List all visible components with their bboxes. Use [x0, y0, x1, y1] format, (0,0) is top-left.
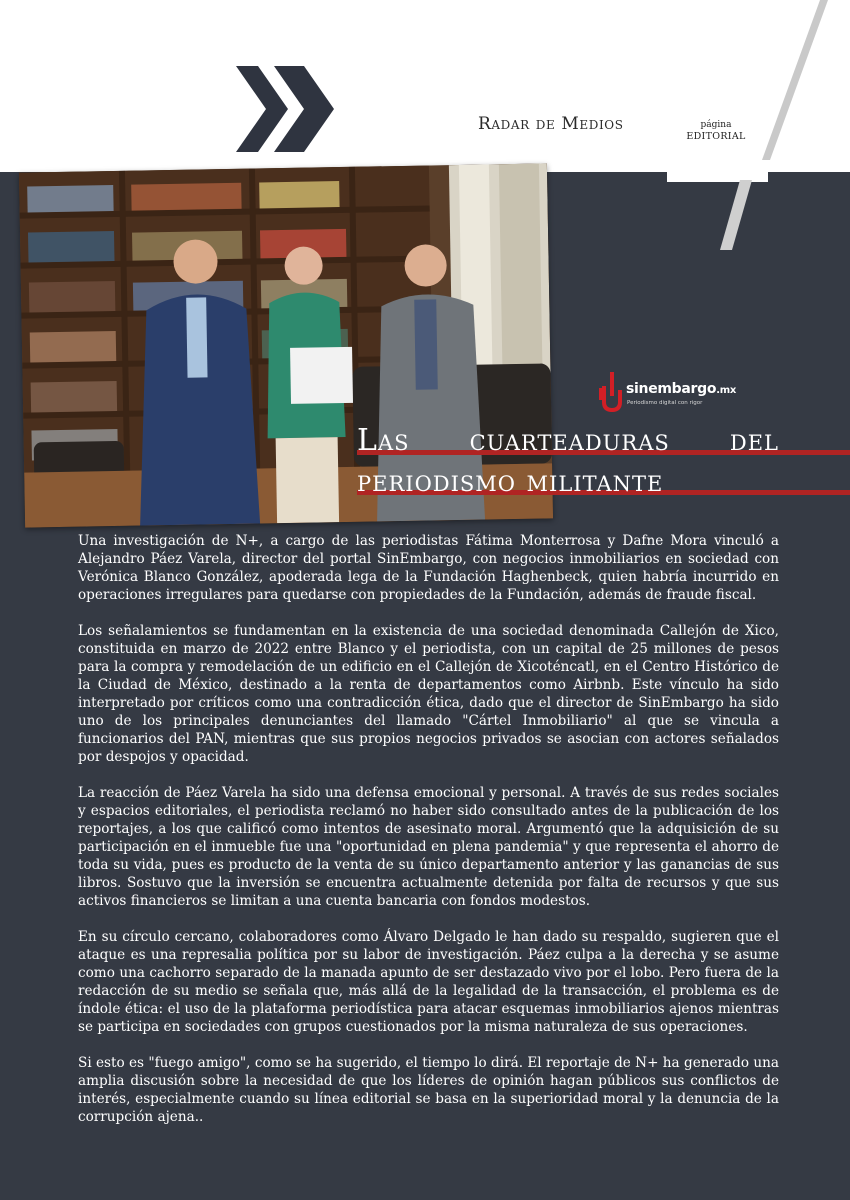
logo-hand-icon [596, 368, 626, 416]
page-label-word: página [700, 120, 732, 130]
logo-brand: sinembargo [626, 381, 717, 397]
page-tab [667, 160, 768, 182]
page-label [686, 119, 746, 143]
article-paragraph: Una investigación de N+, a cargo de las periodistas Fátima Monterrosa y Dafne Mora vinculó a Alejandro Páez Varela, director del portal SinEmbargo, con negocios inmobiliarios en sociedad con Verónica Blanco González, apoderada lega de la Fundación Haghenbeck, quien habría incurrido en operaciones irregulares para quedarse con propiedades de la Fundación, además de fraude fiscal. [78, 533, 779, 603]
decorative-slash [756, 0, 836, 160]
article-paragraph: Si esto es "fuego amigo", como se ha sugerido, el tiempo lo dirá. El reportaje de N+ ha generado una amplia discusión sobre la necesidad de que los líderes de opinión hagan públicos sus conflictos de interés, especialmente cuando su línea editorial se basa en la superioridad moral y la denuncia de la corrupción ajena.. [78, 1055, 779, 1125]
article-body [78, 532, 779, 1144]
logo-suffix: .mx [716, 385, 736, 396]
decorative-slash-lower [718, 180, 758, 250]
logo-wordmark [626, 381, 736, 397]
section-title: Radar de Medios [478, 114, 624, 134]
sinembargo-logo [596, 368, 746, 416]
logo-tagline: Periodismo digital con rigor [627, 400, 703, 406]
page-label-section: EDITORIAL [686, 131, 746, 142]
headline-line-2: periodismo militante [357, 464, 664, 499]
article-paragraph: En su círculo cercano, colaboradores como Álvaro Delgado le han dado su respaldo, sugieren que el ataque es una represalia política por su labor de investigación. Páez culpa a la derecha y se asume como una cachorro separado de la manada apunto de ser destazado vivo por el lobo. Pero fuera de la redacción de su medio se señala que, más allá de la legalidad de la transacción, el problema es de índole ética: el uso de la plataforma periodística para atacar esquemas inmobiliarios ajenos mientras se participa en sociedades con grupos cuestionados por la misma naturaleza de sus operaciones. [78, 929, 779, 1035]
double-chevron-icon [236, 66, 336, 152]
headline-line-1: Las cuarteaduras del [357, 423, 779, 458]
article-paragraph: Los señalamientos se fundamentan en la existencia de una sociedad denominada Callejón de Xico, constituida en marzo de 2022 entre Blanco y el periodista, con un capital de 25 millones de pesos para la compra y remodelación de un edificio en el Callejón de Xicoténcatl, en el Centro Histórico de la Ciudad de México, destinado a la renta de departamentos como Airbnb. Este vínculo ha sido interpretado por críticos como una contradicción ética, dado que el director de SinEmbargo ha sido uno de los principales denunciantes del llamado "Cártel Inmobiliario" al que se vincula a funcionarios del PAN, mientras que sus propios negocios privados se asocian con actores señalados por despojos y opacidad. [78, 623, 779, 765]
header-band [0, 0, 850, 172]
article-paragraph: La reacción de Páez Varela ha sido una defensa emocional y personal. A través de sus redes sociales y espacios editoriales, el periodista reclamó no haber sido consultado antes de la publicación de los reportajes, a los que calificó como intentos de asesinato moral. Argumentó que la adquisición de su participación en el inmueble fue una "oportunidad en plena pandemia" y que representa el ahorro de toda su vida, pues es producto de la venta de su único departamento anterior y las ganancias de sus libros. Sostuvo que la inversión se encuentra actualmente detenida por falta de recursos y que sus activos financieros se limitan a una cuenta bancaria con fondos modestos. [78, 785, 779, 909]
